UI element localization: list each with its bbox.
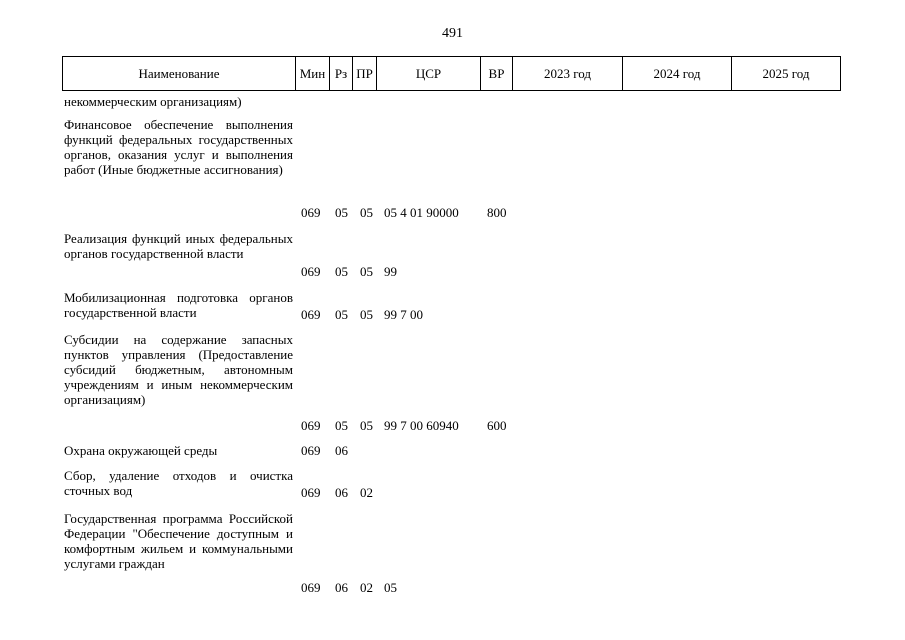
table-header (62, 56, 841, 91)
row-min: 069 (301, 205, 321, 220)
header-pr: ПР (353, 57, 377, 91)
row-rz: 06 (335, 485, 348, 500)
header-rz: Рз (330, 57, 353, 91)
row-min: 069 (301, 418, 321, 433)
row-name: Субсидии на содержание запасных пунктов управления (Предоставление субсидий бюджетным, автономным учреждениям и иным некоммерческим организациям) (64, 332, 293, 407)
row-name: Охрана окружающей среды (64, 443, 218, 458)
row-min: 069 (301, 485, 321, 500)
row-min: 069 (301, 443, 321, 458)
header-name: Наименование (63, 57, 296, 91)
row-name: Сбор, удаление отходов и очистка сточных вод (64, 468, 293, 498)
page-number: 491 (442, 26, 463, 41)
row-name: Финансовое обеспечение выполнения функций федеральных государственных органов, оказания услуг и выполнения работ (Иные бюджетные ассигнования) (64, 117, 293, 177)
row-rz: 05 (335, 205, 348, 220)
row-name: Государственная программа Российской Федерации "Обеспечение доступным и комфортным жильем и коммунальными услугами граждан (64, 511, 293, 571)
row-csr: 99 7 00 60940 (384, 418, 459, 433)
header-year-2024: 2024 год (623, 57, 732, 91)
row-pr: 05 (360, 307, 373, 322)
row-csr: 05 4 01 90000 (384, 205, 459, 220)
row-name: Мобилизационная подготовка органов государственной власти (64, 290, 293, 320)
row-pr: 05 (360, 418, 373, 433)
row-pr: 02 (360, 485, 373, 500)
row-name: Реализация функций иных федеральных органов государственной власти (64, 231, 293, 261)
row-csr: 99 7 00 (384, 307, 423, 322)
row-rz: 05 (335, 264, 348, 279)
row-rz: 06 (335, 443, 348, 458)
row-csr: 05 (384, 580, 397, 595)
header-min: Мин (296, 57, 330, 91)
row-pr: 02 (360, 580, 373, 595)
row-rz: 06 (335, 580, 348, 595)
row-vr: 600 (487, 418, 507, 433)
row-min: 069 (301, 580, 321, 595)
row-min: 069 (301, 307, 321, 322)
row-vr: 800 (487, 205, 507, 220)
header-year-2025: 2025 год (732, 57, 841, 91)
row-rz: 05 (335, 307, 348, 322)
row-name: некоммерческим организациям) (64, 94, 242, 109)
header-vr: ВР (481, 57, 513, 91)
row-pr: 05 (360, 205, 373, 220)
row-min: 069 (301, 264, 321, 279)
row-rz: 05 (335, 418, 348, 433)
header-year-2023: 2023 год (513, 57, 623, 91)
header-csr: ЦСР (377, 57, 481, 91)
row-csr: 99 (384, 264, 397, 279)
row-pr: 05 (360, 264, 373, 279)
